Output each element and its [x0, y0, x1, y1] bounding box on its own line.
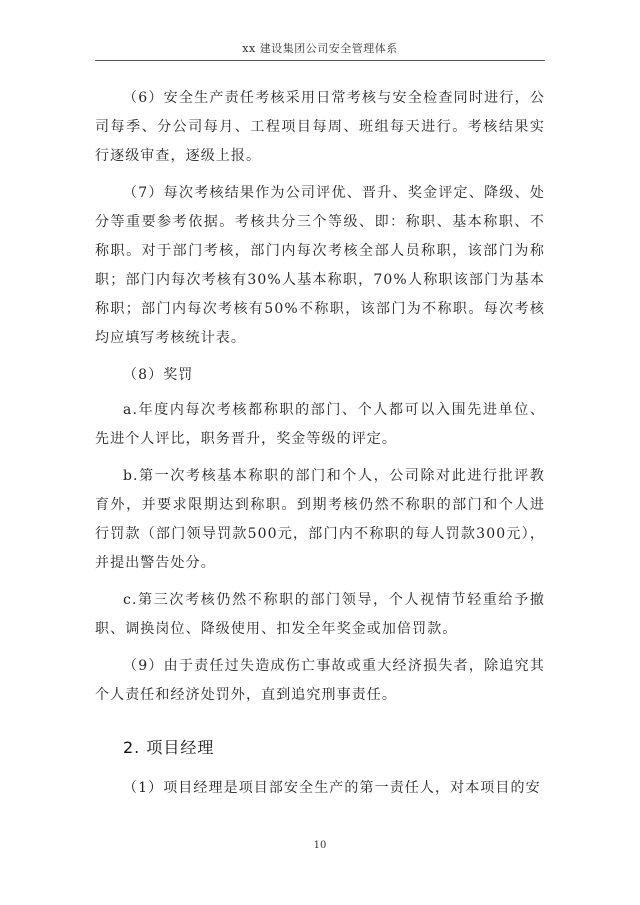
page-number: 10: [313, 840, 327, 851]
paragraph-6-assessment-method: （6）安全生产责任考核采用日常考核与安全检查同时进行，公司每季、分公司每月、工程项目每周、班组每天进行。考核结果实行逐级审查，逐级上报。: [95, 90, 545, 164]
paragraph-8a-reward: a.年度内每次考核都称职的部门、个人都可以入围先进单位、先进个人评比，职务晋升，奖金等级的评定。: [95, 402, 545, 447]
paragraph-8c-penalty: c.第三次考核仍然不称职的部门领导，个人视情节轻重给予撤职、调换岗位、降级使用、扣发全年奖金或加倍罚款。: [95, 592, 545, 637]
paragraph-8-rewards-label: （8）奖罚: [123, 367, 194, 383]
paragraph-7-assessment-results: （7）每次考核结果作为公司评优、晋升、奖金评定、降级、处分等重要参考依据。考核共分三个等级、即：称职、基本称职、不称职。对于部门考核，部门内每次考核全部人员称职，该部门为称职；部门内每次考核有30%人基本称职，70%人称职该部门为基本称职；部门内每次考核有50%不称职，该部门为不称职。每次考核均应填写考核统计表。: [95, 185, 545, 346]
section-heading-project-manager: 2. 项目经理: [123, 738, 215, 757]
header-divider: [95, 60, 545, 61]
page-header: xx 建设集团公司安全管理体系: [242, 42, 398, 55]
paragraph-9-liability: （9）由于责任过失造成伤亡事故或重大经济损失者，除追究其个人责任和经济处罚外，直到追究刑事责任。: [95, 658, 545, 703]
paragraph-8b-penalty: b.第一次考核基本称职的部门和个人，公司除对此进行批评教育外，并要求限期达到称职。到期考核仍然不称职的部门和个人进行罚款（部门领导罚款500元，部门内不称职的每人罚款300元），并提出警告处分。: [95, 468, 545, 571]
paragraph-project-manager-1: （1）项目经理是项目部安全生产的第一责任人，对本项目的安: [123, 780, 541, 796]
document-body: [95, 84, 545, 811]
